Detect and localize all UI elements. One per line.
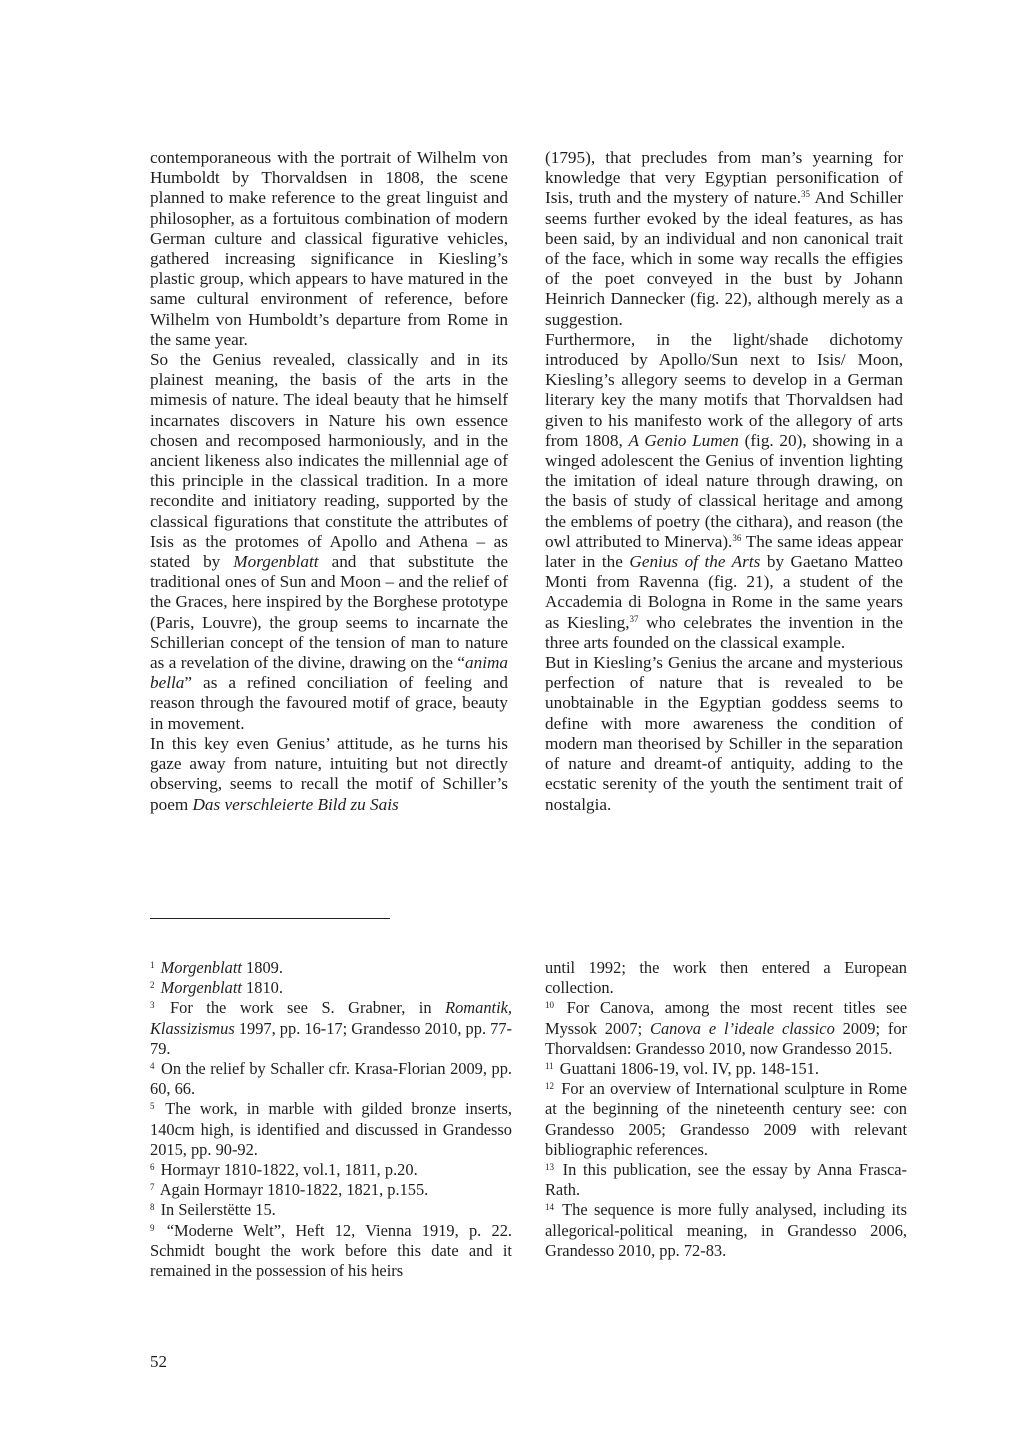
paragraph: So the Genius revealed, classically and in its plainest meaning, the basis of the arts in the mimesis of nature. The ideal beauty that he himself incarnates discovers in Nature his own essence chosen and recomposed harmoniously, and in the ancient likeness also indicates the millennial age of this principle in the classical tradition. In a more recondite and initiatory reading, supported by the classical figurations that constitute the attributes of Isis as the protomes of Apollo and Athena – as stated by Morgenblatt and that substitute the traditional ones of Sun and Moon – and the relief of the Graces, here inspired by the Borghese prototype (Paris, Louvre), the group seems to incarnate the Schillerian concept of the tension of man to nature as a revelation of the divine, drawing on the “anima bella” as a refined conciliation of feeling and reason through the favoured motif of grace, beauty in movement. [150, 350, 509, 733]
italic-title: A Genio Lumen [628, 430, 739, 450]
italic-term: anima bella [150, 653, 508, 693]
footnote-ref[interactable]: 36 [732, 532, 742, 543]
footnote: $^{11}$ Guattani 1806-19, vol. IV, pp. 148-151. [545, 1059, 819, 1079]
footnote: $^2$ Morgenblatt 1810. [150, 978, 283, 998]
paragraph: In this key even Genius’ attitude, as he turns his gaze away from nature, intuiting but not directly observing, seems to recall the motif of Schiller’s poem Das verschleierte Bild zu Sais [150, 733, 508, 814]
page-number: 52 [150, 1352, 167, 1371]
italic-title: Morgenblatt [233, 552, 319, 572]
footnote: $^{14}$ The sequence is more fully analysed, including its allegorical-political meaning, in Grandesso 2006, Grandesso 2010, pp. 72-83. [545, 1200, 907, 1260]
footnote-ref[interactable]: 37 [629, 613, 639, 624]
footnote: $^{12}$ For an overview of International sculpture in Rome at the beginning of the nineteenth century see: con Grandesso 2005; Grandesso 2009 with relevant bibliographic references. [545, 1079, 907, 1159]
footnote: $^5$ The work, in marble with gilded bronze inserts, 140cm high, is identified and discussed in Grandesso 2015, pp. 90-92. [150, 1099, 512, 1159]
body-column-right [545, 148, 903, 815]
footnote: $^{13}$ In this publication, see the essay by Anna Frasca-Rath. [545, 1160, 907, 1200]
footnote: $^{10}$ For Canova, among the most recent titles see Myssok 2007; Canova e l’ideale classico 2009; for Thorvaldsen: Grandesso 2010, now Grandesso 2015. [545, 998, 907, 1058]
footnote-ref[interactable]: 35 [801, 189, 810, 200]
footnote-separator [150, 918, 390, 919]
footnote-continuation: until 1992; the work then entered a European collection. [545, 958, 907, 998]
footnote: $^4$ On the relief by Schaller cfr. Krasa-Florian 2009, pp. 60, 66. [150, 1059, 512, 1099]
footnote: $^6$ Hormayr 1810-1822, vol.1, 1811, p.20. [150, 1160, 418, 1180]
footnote: $^1$ Morgenblatt 1809. [150, 958, 283, 977]
paragraph: Furthermore, in the light/shade dichotomy introduced by Apollo/Sun next to Isis/ Moon, Kiesling’s allegory seems to develop in a German literary key the many motifs that Thorvaldsen had given to his manifesto work of the allegory of arts from 1808, A Genio Lumen (fig. 20), showing in a winged adolescent the Genius of invention lighting the imitation of ideal nature through drawing, on the basis of study of classical heritage and among the emblems of poetry (the cithara), and reason (the owl attributed to Minerva).$^{36}$ The same ideas appear later in the Genius of the Arts by Gaetano Matteo Monti from Ravenna (fig. 21), a student of the Accademia di Bologna in Rome in the same years as Kiesling,$^{37}$ who celebrates the invention in the three arts founded on the classical example. [545, 329, 903, 652]
italic-title: Genius of the Arts [629, 552, 761, 572]
footnotes-left [150, 958, 512, 1281]
footnote: $^9$ “Moderne Welt”, Heft 12, Vienna 1919, p. 22. Schmidt bought the work before this date and it remained in the possession of his heirs [150, 1220, 512, 1281]
footnotes-right [545, 958, 907, 1261]
paragraph: But in Kiesling’s Genius the arcane and mysterious perfection of nature that is revealed to be unobtainable in the Egyptian goddess seems to define with more awareness the condition of modern man theorised by Schiller in the separation of nature and dreamt-of antiquity, adding to the ecstatic serenity of the youth the sentiment trait of nostalgia. [545, 653, 903, 814]
footnote: $^3$ For the work see S. Grabner, in Romantik, Klassizismus 1997, pp. 16-17; Grandesso 2010, pp. 77-79. [150, 998, 512, 1058]
paragraph: contemporaneous with the portrait of Wilhelm von Humboldt by Thorvaldsen in 1808, the scene planned to make reference to the great linguist and philosopher, as a fortuitous combination of modern German culture and classical figurative vehicles, gathered increasing significance in Kiesling’s plastic group, which appears to have matured in the same cultural environment of reference, before Wilhelm von Humboldt’s departure from Rome in the same year. [150, 148, 508, 349]
italic-title: Das verschleierte Bild zu Sais [192, 794, 399, 814]
footnote: $^7$ Again Hormayr 1810-1822, 1821, p.155. [150, 1180, 429, 1200]
footnote: $^8$ In Seilerstëtte 15. [150, 1200, 276, 1220]
body-column-left [150, 148, 508, 815]
paragraph: (1795), that precludes from man’s yearning for knowledge that very Egyptian personification of Isis, truth and the mystery of nature.$^{35}$ And Schiller seems further evoked by the ideal features, as has been said, by an individual and non canonical trait of the face, which in some way recalls the effigies of the poet conveyed in the bust by Johann Heinrich Dannecker (fig. 22), although merely as a suggestion. [545, 148, 903, 329]
